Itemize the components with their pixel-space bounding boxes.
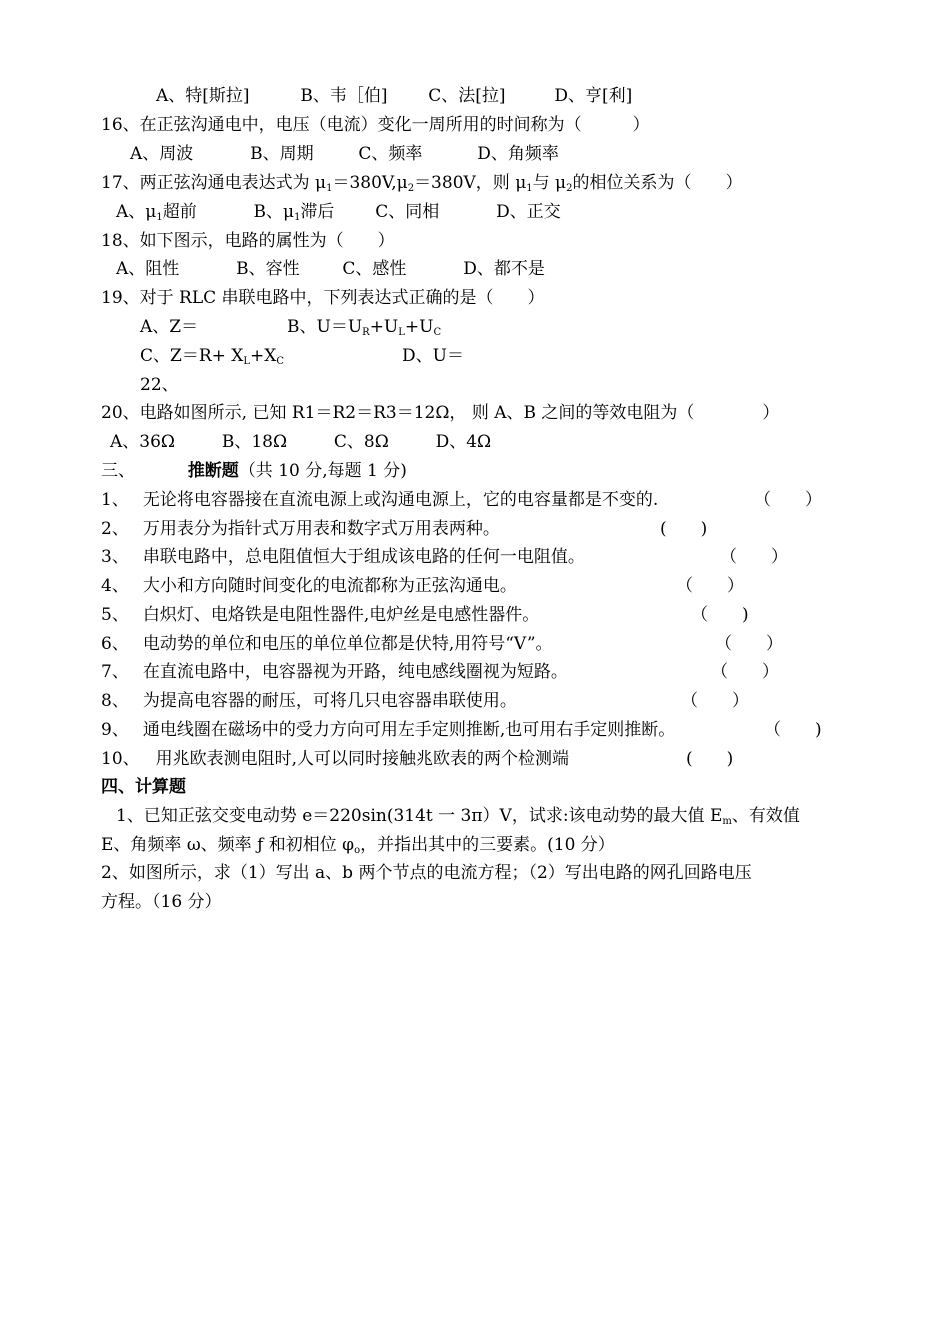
subscript: L <box>243 356 251 367</box>
tf-number: 9、 <box>101 720 129 740</box>
section-4-heading: 四、计算题 <box>101 777 186 797</box>
tf-answer-paren: （ ） <box>715 634 783 654</box>
tf-item <box>101 633 553 655</box>
subscript: o <box>354 845 361 856</box>
subscript: 1 <box>156 212 163 223</box>
q18-options <box>116 258 545 280</box>
q20-option-b: B、18Ω <box>221 432 288 452</box>
q15-option-c: C、法[拉] <box>428 86 506 106</box>
tf-text: 白炽灯、电烙铁是电阻性器件,电炉丝是电感性器件。 <box>142 605 540 625</box>
option-text: A、μ <box>116 202 157 222</box>
tf-number: 8、 <box>101 691 129 711</box>
q17-option-b <box>254 202 335 222</box>
subscript: 1 <box>326 183 333 194</box>
tf-item <box>101 489 658 511</box>
q19-option-a: A、Z＝ <box>140 317 199 337</box>
tf-text: 大小和方向随时间变化的电流都称为正弦沟通电。 <box>142 576 517 596</box>
q20-option-d: D、4Ω <box>435 432 492 452</box>
q17-stem-part: 的相位关系为（ ） <box>572 173 743 193</box>
tf-answer-paren: （ ) <box>691 605 749 625</box>
calc-1-text: ，并指出其中的三要素。(10 分） <box>360 835 615 855</box>
q16-option-b: B、周期 <box>250 144 314 164</box>
q15-option-a: A、特[斯拉] <box>156 86 250 106</box>
subscript: m <box>722 816 732 827</box>
tf-number: 10、 <box>101 749 140 769</box>
subscript: R <box>362 327 370 338</box>
q20-option-a: A、36Ω <box>110 432 176 452</box>
tf-item <box>101 690 517 712</box>
tf-text: 通电线圈在磁场中的受力方向可用左手定则推断,也可用右手定则推断。 <box>142 720 676 740</box>
tf-answer-paren: （ ） <box>676 576 744 596</box>
option-text: 超前 <box>162 202 197 222</box>
option-text: +U <box>369 317 399 337</box>
tf-number: 6、 <box>101 634 129 654</box>
tf-text: 无论将电容器接在直流电源上或沟通电源上，它的电容量都是不变的. <box>142 490 659 510</box>
tf-number: 2、 <box>101 519 129 539</box>
tf-number: 7、 <box>101 662 129 682</box>
subscript: 2 <box>566 183 573 194</box>
tf-text: 串联电路中，总电阻值恒大于组成该电路的任何一电阻值。 <box>142 547 585 567</box>
section-3-heading <box>101 460 407 482</box>
q16-stem: 16、在正弦沟通电中，电压（电流）变化一周所用的时间称为（ ） <box>101 115 650 135</box>
q17-option-a <box>116 202 197 222</box>
q19-option-c <box>140 345 284 373</box>
q17-option-c: C、同相 <box>375 202 440 222</box>
q18-stem: 18、如下图示，电路的属性为（ ） <box>101 231 395 251</box>
subscript: C <box>433 327 442 338</box>
tf-text: 在直流电路中，电容器视为开路，纯电感线圈视为短路。 <box>142 662 568 682</box>
q20-option-c: C、8Ω <box>333 432 389 452</box>
subscript: C <box>276 356 285 367</box>
q17-stem-part: 与 μ <box>532 173 567 193</box>
q17-option-d: D、正交 <box>496 202 561 222</box>
q19-stem: 19、对于 RLC 串联电路中，下列表达式正确的是（ ） <box>101 288 545 308</box>
tf-item <box>101 719 675 741</box>
tf-answer-paren: （ ） <box>720 547 788 567</box>
tf-item <box>101 604 539 626</box>
q18-option-b: B、容性 <box>236 259 300 279</box>
q17-stem-part: ＝380V,μ <box>332 173 408 193</box>
option-text: +U <box>404 317 434 337</box>
q15-option-b: B、韦［伯] <box>300 86 388 106</box>
q17-stem <box>101 172 742 200</box>
q18-option-d: D、都不是 <box>463 259 545 279</box>
section-3-note: （共 10 分,每题 1 分) <box>238 461 407 481</box>
section-3-title: 推断题 <box>187 461 239 481</box>
subscript: 1 <box>294 212 301 223</box>
tf-number: 5、 <box>101 605 129 625</box>
tf-item <box>101 518 500 540</box>
tf-number: 3、 <box>101 547 129 567</box>
tf-item <box>101 661 568 683</box>
calc-1-line-1 <box>116 805 800 833</box>
tf-answer-paren: ( ) <box>660 519 708 539</box>
option-text: 滞后 <box>300 202 335 222</box>
tf-answer-paren: （ ） <box>754 490 822 510</box>
q17-stem-part: 17、两正弦沟通电表达式为 μ <box>101 173 327 193</box>
tf-text: 电动势的单位和电压的单位单位都是伏特,用符号“V”。 <box>142 634 553 654</box>
q16-options <box>130 143 559 165</box>
tf-answer-paren: （ ） <box>711 662 779 682</box>
q17-options <box>116 201 561 229</box>
tf-text: 为提高电容器的耐压，可将几只电容器串联使用。 <box>142 691 517 711</box>
calc-1-text: E、角频率 ω、频率 ƒ 和初相位 φ <box>101 835 355 855</box>
tf-answer-paren: （ ) <box>764 720 822 740</box>
calc-1-line-2 <box>101 834 615 862</box>
calc-1-text: 1、已知正弦交变电动势 e＝220sin(314t 一 3π）V，试求:该电动势的最大值 E <box>116 806 723 826</box>
q16-option-c: C、频率 <box>358 144 423 164</box>
q19-option-d: D、U＝ <box>402 346 464 366</box>
q16-option-d: D、角频率 <box>477 144 559 164</box>
q16-option-a: A、周波 <box>130 144 194 164</box>
tf-text: 万用表分为指针式万用表和数字式万用表两种。 <box>142 519 500 539</box>
tf-item <box>101 546 585 568</box>
subscript: L <box>398 327 405 338</box>
q15-option-d: D、亨[利] <box>554 86 633 106</box>
subscript: 1 <box>526 183 533 194</box>
tf-item <box>101 748 569 770</box>
option-text: B、μ <box>253 202 295 222</box>
q19-option-b <box>287 316 441 344</box>
q20-stem: 20、电路如图所示, 已知 R1＝R2＝R3＝12Ω， 则 A、B 之间的等效电阻为（ ） <box>101 403 780 423</box>
q20-options <box>110 431 491 453</box>
subscript: 2 <box>407 183 415 194</box>
tf-answer-paren: ( ) <box>686 749 734 769</box>
q18-option-a: A、阻性 <box>116 259 180 279</box>
q17-stem-part: ＝380V，则 μ <box>414 173 527 193</box>
option-text: B、U＝U <box>287 317 363 337</box>
tf-answer-paren: （ ） <box>681 691 749 711</box>
tf-number: 1、 <box>101 490 129 510</box>
q22-number: 22、 <box>140 375 179 395</box>
tf-item <box>101 575 517 597</box>
calc-2-line-2: 方程。（16 分） <box>101 892 222 912</box>
calc-1-text: 、有效值 <box>731 806 800 826</box>
option-text: +X <box>250 346 277 366</box>
tf-text: 用兆欧表测电阻时,人可以同时接触兆欧表的两个检测端 <box>155 749 570 769</box>
section-3-number: 三、 <box>101 461 135 481</box>
option-text: C、Z＝R+ X <box>140 346 244 366</box>
calc-2-line-1: 2、如图所示，求（1）写出 a、b 两个节点的电流方程；（2）写出电路的网孔回路电压 <box>101 863 752 883</box>
q18-option-c: C、感性 <box>342 259 407 279</box>
tf-number: 4、 <box>101 576 129 596</box>
q15-options <box>156 85 632 107</box>
